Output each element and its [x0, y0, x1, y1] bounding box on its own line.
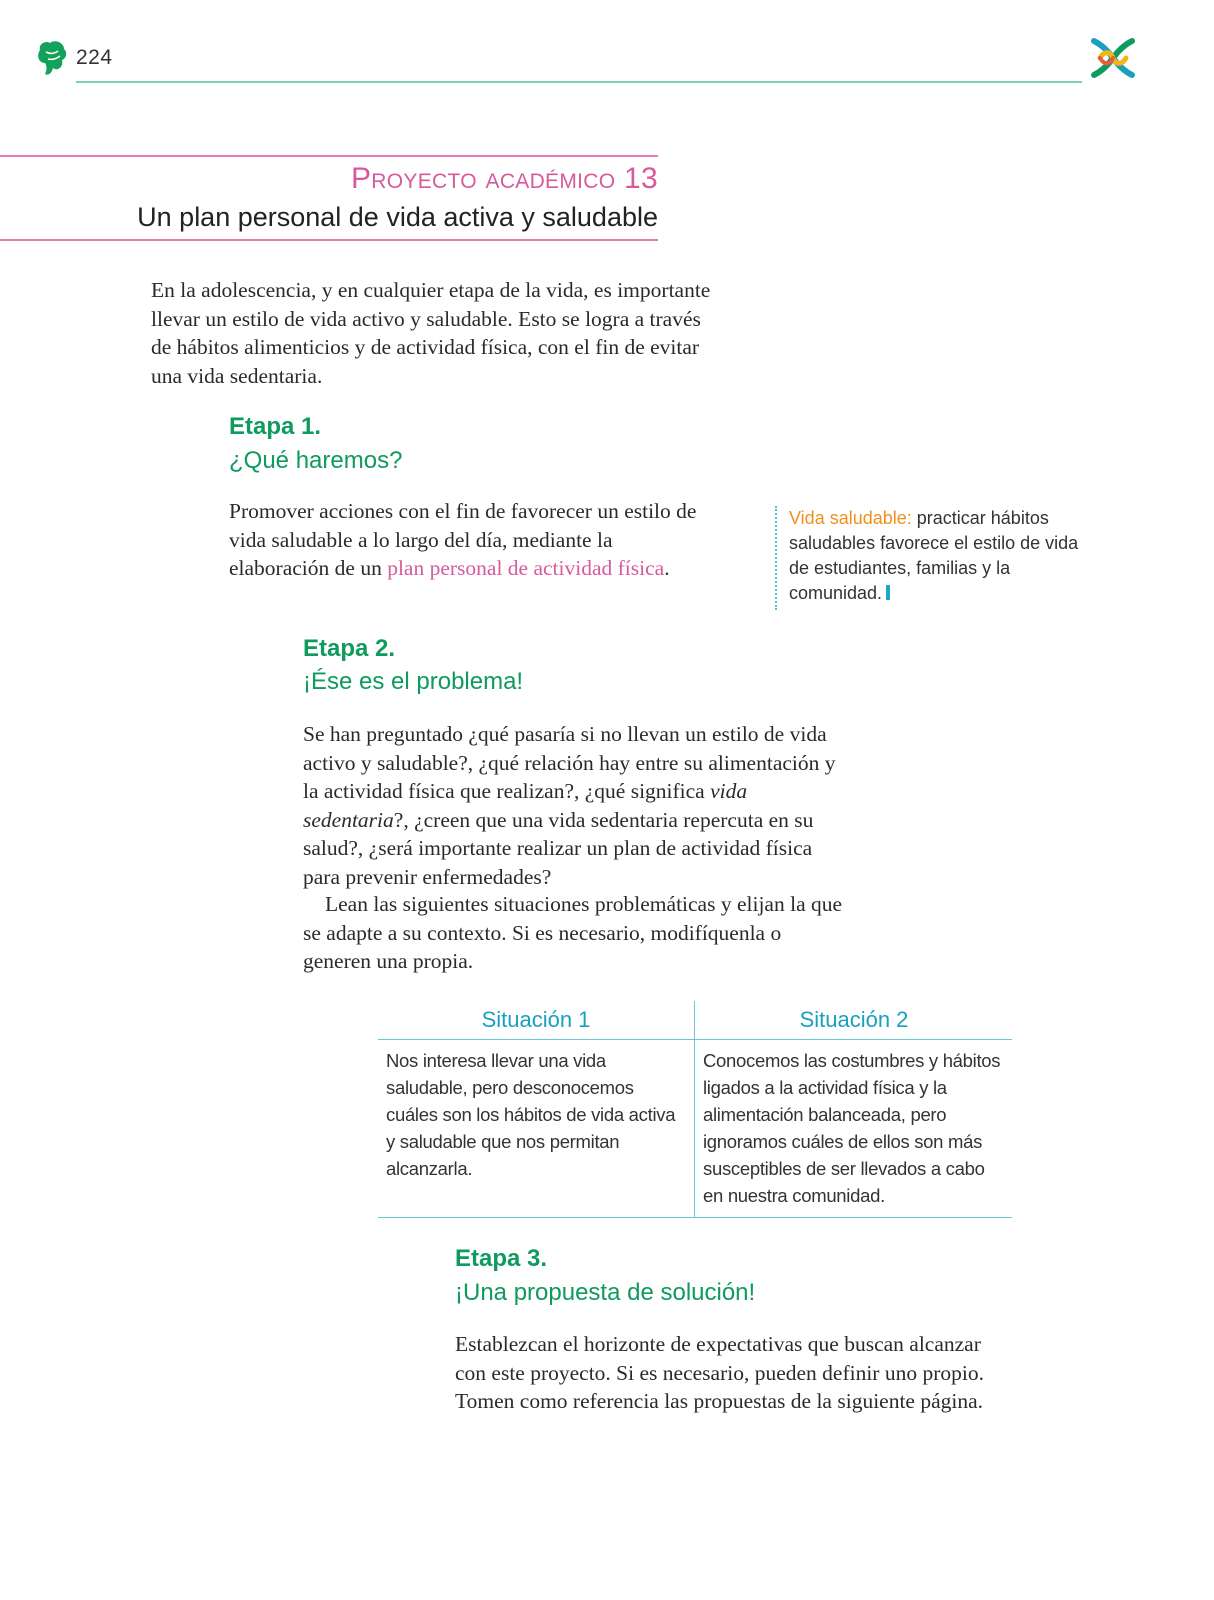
table-header-divider — [378, 1039, 1012, 1040]
stage1-text-after: . — [664, 556, 670, 580]
stage2-p1-before: Se han preguntado ¿qué pasaría si no llevan un estilo de vida activo y saludable?, ¿qué relación hay entre su alimentación y la actividad física que realizan?, ¿qué significa — [303, 722, 836, 803]
situations-table — [378, 1001, 1012, 1218]
glossary-definition: practicar hábitos saludables favorece el estilo de vida de estudiantes, familias y la comunidad. — [789, 508, 1079, 603]
situation-1-text: Nos interesa llevar una vida saludable, pero desconocemos cuáles son los hábitos de vida activa y saludable que nos permitan alcanzarla. — [386, 1050, 676, 1179]
title-rule-bottom — [0, 239, 658, 241]
glossary-box — [775, 506, 1079, 610]
green-leaf-logo-icon — [36, 40, 68, 76]
project-title: Un plan personal de vida activa y saludable — [137, 202, 658, 232]
stage1-text-before: Promover acciones con el fin de favorecer un estilo de vida saludable a lo largo del día, mediante la elaboración de un — [229, 499, 697, 580]
stage3-title: ¡Una propuesta de solución! — [455, 1279, 756, 1306]
table-bottom-rule — [378, 1217, 1012, 1218]
stage3-paragraph: Establezcan el horizonte de expectativas que buscan alcanzar con este proyecto. Si es necesario, pueden definir uno propio. Tomen como referencia las propuestas de la siguiente página. — [455, 1332, 984, 1413]
stage2-paragraph-1 — [303, 720, 843, 891]
stage2-p1-italic: vida sedentaria — [303, 779, 748, 832]
intro-paragraph: En la adolescencia, y en cualquier etapa de la vida, es importante llevar un estilo de vida activo y saludable. Esto se logra a través de hábitos alimenticios y de actividad física, con el fin de evitar una vida sedentaria. — [151, 278, 711, 388]
stage1-paragraph — [229, 497, 699, 583]
stage3-label: Etapa 3. — [455, 1245, 548, 1272]
stage2-label: Etapa 2. — [303, 635, 396, 662]
project-kicker: Proyecto académico 13 — [351, 162, 658, 195]
colorful-cross-logo-icon — [1086, 31, 1140, 85]
stage2-p1-after: ?, ¿creen que una vida sedentaria repercuta en su salud?, ¿será importante realizar un plan de actividad física para prevenir enfermedades? — [303, 807, 814, 889]
stage2-title: ¡Ése es el problema! — [303, 668, 524, 695]
header-rule — [76, 81, 1082, 83]
glossary-term: Vida saludable: — [789, 508, 912, 528]
situation-2-heading: Situación 2 — [799, 1007, 909, 1032]
stage1-label: Etapa 1. — [229, 413, 322, 440]
situation-1-heading: Situación 1 — [481, 1007, 591, 1032]
table-column-divider — [694, 1001, 695, 1218]
stage2-paragraph-2: Lean las siguientes situaciones problemáticas y elijan la que se adapte a su contexto. Si es necesario, modifíquenla o generen una propia. — [303, 892, 843, 973]
stage1-highlight-link[interactable]: plan personal de actividad física — [387, 556, 665, 580]
end-mark-icon — [886, 585, 890, 600]
situation-2-text: Conocemos las costumbres y hábitos ligados a la actividad física y la alimentación balanceada, pero ignoramos cuáles de ellos son más susceptibles de ser llevados a cabo en nuestra comunidad. — [703, 1050, 1001, 1206]
title-rule-top — [0, 155, 658, 157]
stage1-title: ¿Qué haremos? — [229, 447, 403, 474]
page-number: 224 — [76, 46, 113, 69]
